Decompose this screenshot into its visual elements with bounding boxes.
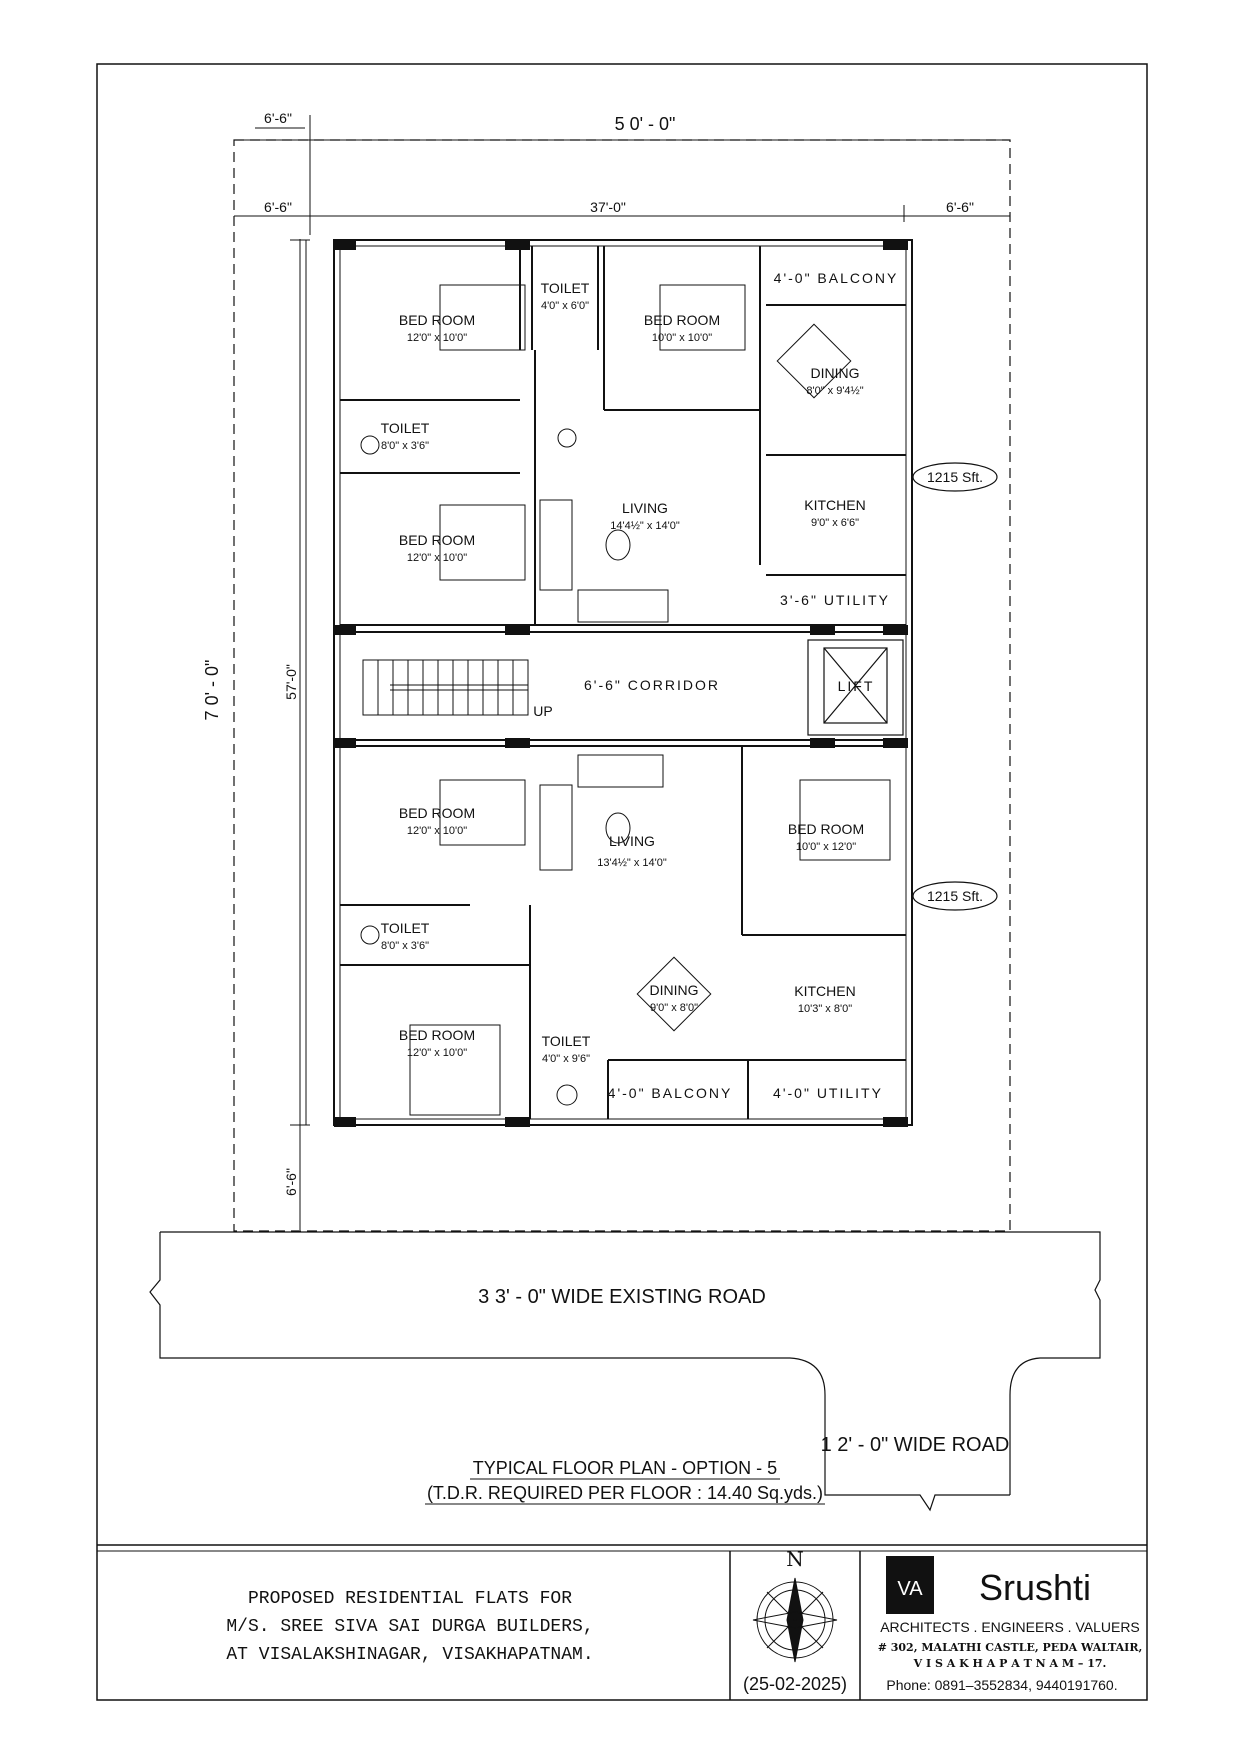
top-bedroom3-label: BED ROOM (398, 532, 476, 548)
corridor-label: 6'-6" CORRIDOR (584, 677, 720, 693)
bottom-dining-label: DINING (649, 982, 699, 998)
bottom-bedroom1-size: 12'0" x 10'0" (406, 825, 468, 837)
bottom-bedroom3-label: BED ROOM (398, 1027, 476, 1043)
plan-title: TYPICAL FLOOR PLAN - OPTION - 5 (472, 1458, 778, 1478)
bottom-kitchen-label: KITCHEN (794, 983, 856, 999)
firm-tagline: ARCHITECTS . ENGINEERS . VALUERS (880, 1619, 1140, 1635)
firm-logo-text: VA (897, 1578, 923, 1600)
drawing-date: (25-02-2025) (742, 1674, 848, 1694)
overall-width-dim: 5 0' - 0" (614, 114, 676, 134)
bottom-toilet1-size: 8'0" x 3'6" (380, 940, 430, 952)
firm-address1: # 302, MALATHI CASTLE, PEDA WALTAIR, (877, 1641, 1143, 1654)
bottom-toilet2-size: 4'0" x 9'6" (541, 1053, 591, 1065)
top-toilet2-size: 8'0" x 3'6" (380, 440, 430, 452)
bottom-living-label: LIVING (609, 833, 655, 849)
top-bedroom3-size: 12'0" x 10'0" (406, 552, 468, 564)
bottom-balcony-label: 4'-0" BALCONY (607, 1085, 733, 1101)
bottom-bedroom3-size: 12'0" x 10'0" (406, 1047, 468, 1059)
north-arrow-icon (753, 1578, 837, 1662)
building-width-dim: 37'-0" (590, 199, 626, 215)
top-bedroom1-size: 12'0" x 10'0" (406, 332, 468, 344)
project-line3: AT VISALAKSHINAGAR, VISAKHAPATNAM. (226, 1645, 594, 1665)
building-depth-dim: 57'-0" (283, 664, 299, 700)
bottom-living-size: 13'4½" x 14'0" (597, 857, 667, 869)
top-dining-size: 8'0" x 9'4½" (806, 385, 864, 397)
top-kitchen-size: 9'0" x 6'6" (810, 517, 860, 529)
firm-phone: Phone: 0891–3552834, 9440191760. (886, 1677, 1118, 1693)
top-toilet1-size: 4'0" x 6'0" (540, 300, 590, 312)
north-label: N (786, 1547, 804, 1571)
top-living-size: 14'4½" x 14'0" (610, 520, 680, 532)
side-road-label: 1 2' - 0" WIDE ROAD (820, 1434, 1010, 1456)
bottom-dining-size: 9'0" x 8'0" (649, 1002, 699, 1014)
bottom-bedroom1-label: BED ROOM (398, 805, 476, 821)
top-balcony-label: 4'-0" BALCONY (773, 270, 899, 286)
top-dining-label: DINING (810, 365, 860, 381)
bottom-kitchen-size: 10'3" x 8'0" (797, 1003, 853, 1015)
bottom-bedroom2-label: BED ROOM (787, 821, 865, 837)
bottom-area-tag: 1215 Sft. (926, 888, 984, 904)
top-toilet2-label: TOILET (380, 420, 430, 436)
top-utility-label: 3'-6" UTILITY (780, 592, 890, 608)
right-setback-dim: 6'-6" (946, 199, 974, 215)
bottom-toilet1-label: TOILET (380, 920, 430, 936)
top-bedroom2-size: 10'0" x 10'0" (651, 332, 713, 344)
top-bedroom2-label: BED ROOM (643, 312, 721, 328)
plan-subtitle: (T.D.R. REQUIRED PER FLOOR : 14.40 Sq.yds.) (426, 1483, 824, 1503)
top-kitchen-label: KITCHEN (804, 497, 866, 513)
firm-name: Srushti (978, 1567, 1092, 1608)
bottom-bedroom2-size: 10'0" x 12'0" (795, 841, 857, 853)
stair-up-label: UP (533, 703, 553, 719)
staircase (363, 660, 528, 715)
project-line2: M/S. SREE SIVA SAI DURGA BUILDERS, (226, 1617, 594, 1637)
lift-label: LIFT (837, 678, 875, 694)
left-setback-top-dim: 6'-6" (264, 110, 292, 126)
top-area-tag: 1215 Sft. (926, 469, 984, 485)
bottom-toilet2-label: TOILET (541, 1033, 591, 1049)
overall-depth-dim: 7 0' - 0" (202, 659, 222, 721)
top-bedroom1-label: BED ROOM (398, 312, 476, 328)
top-living-label: LIVING (622, 500, 668, 516)
front-setback-dim: 6'-6" (283, 1168, 299, 1196)
project-line1: PROPOSED RESIDENTIAL FLATS FOR (247, 1589, 573, 1609)
top-toilet1-label: TOILET (540, 280, 590, 296)
firm-address2: V I S A K H A P A T N A M – 17. (913, 1657, 1107, 1670)
left-setback-dim: 6'-6" (264, 199, 292, 215)
bottom-utility-label: 4'-0" UTILITY (773, 1085, 883, 1101)
main-road-label: 3 3' - 0" WIDE EXISTING ROAD (478, 1286, 766, 1308)
